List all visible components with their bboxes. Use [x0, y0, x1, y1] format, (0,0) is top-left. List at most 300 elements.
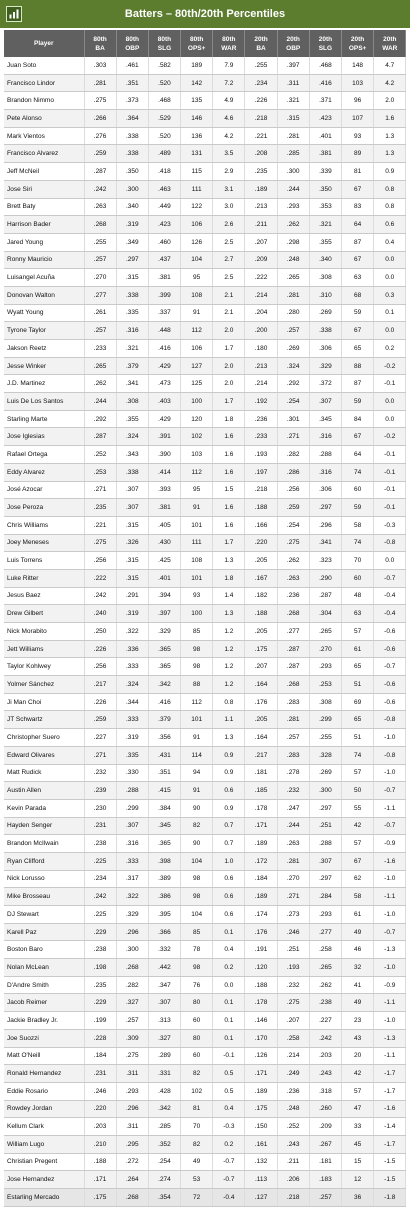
column-header-line2: OBP: [125, 44, 140, 52]
stat-cell: .397: [148, 605, 180, 623]
stat-cell: .345: [148, 817, 180, 835]
stat-cell: .127: [245, 1189, 277, 1207]
stat-cell: -0.6: [374, 693, 406, 711]
stat-cell: .338: [116, 127, 148, 145]
stat-cell: .381: [148, 499, 180, 517]
stat-cell: .185: [245, 782, 277, 800]
player-name-cell: Boston Baro: [4, 941, 84, 959]
table-row: [4, 1135, 406, 1153]
stat-cell: 1.2: [213, 640, 245, 658]
player-name-cell: Luis De Los Santos: [4, 393, 84, 411]
table-row: [4, 180, 406, 198]
stat-cell: .329: [148, 623, 180, 641]
stat-cell: 70: [181, 1118, 213, 1136]
stat-cell: .243: [277, 1135, 309, 1153]
column-header-line1: 20th: [286, 35, 300, 43]
stat-cell: 1.3: [213, 729, 245, 747]
stat-cell: .319: [116, 216, 148, 234]
table-row: [4, 1100, 406, 1118]
stat-cell: 91: [181, 304, 213, 322]
stat-cell: .210: [84, 1135, 116, 1153]
stat-cell: .399: [148, 286, 180, 304]
stat-cell: 106: [181, 340, 213, 358]
stat-cell: .416: [148, 340, 180, 358]
stat-cell: 0.5: [213, 1065, 245, 1083]
table-row: [4, 870, 406, 888]
stat-cell: .365: [148, 640, 180, 658]
stat-cell: 50: [342, 782, 374, 800]
stat-cell: .270: [277, 870, 309, 888]
stat-cell: 84: [342, 410, 374, 428]
stat-cell: .296: [116, 1100, 148, 1118]
stat-cell: 1.5: [213, 481, 245, 499]
stat-cell: .193: [245, 446, 277, 464]
stat-cell: 1.6: [213, 428, 245, 446]
table-row: [4, 888, 406, 906]
stat-cell: .333: [116, 658, 148, 676]
stat-cell: .209: [309, 1118, 341, 1136]
stat-cell: 60: [342, 569, 374, 587]
stat-cell: .228: [84, 1029, 116, 1047]
stat-cell: .529: [148, 110, 180, 128]
stat-cell: 0.1: [213, 923, 245, 941]
table-row: [4, 676, 406, 694]
stat-cell: -1.6: [374, 1100, 406, 1118]
stat-cell: .323: [309, 552, 341, 570]
stat-cell: .316: [309, 463, 341, 481]
stat-cell: 0.4: [213, 941, 245, 959]
stat-cell: 108: [181, 286, 213, 304]
player-name-cell: Matt Rudick: [4, 764, 84, 782]
stat-cell: 87: [342, 375, 374, 393]
stat-cell: .259: [84, 145, 116, 163]
stat-cell: 67: [342, 428, 374, 446]
player-name-cell: Jesse Winker: [4, 357, 84, 375]
stat-cell: 0.4: [213, 1100, 245, 1118]
stat-cell: .297: [309, 499, 341, 517]
stat-cell: 78: [181, 941, 213, 959]
stat-cell: .461: [116, 57, 148, 74]
stat-cell: .161: [245, 1135, 277, 1153]
stat-cell: .303: [84, 57, 116, 74]
table-row: [4, 110, 406, 128]
stat-cell: -0.7: [374, 782, 406, 800]
stat-cell: .353: [309, 198, 341, 216]
stat-cell: .355: [116, 410, 148, 428]
stat-cell: .301: [277, 410, 309, 428]
stat-cell: .355: [309, 233, 341, 251]
player-name-cell: Jose Hernandez: [4, 1171, 84, 1189]
stat-cell: .287: [84, 163, 116, 181]
stat-cell: .146: [245, 1012, 277, 1030]
stat-cell: .339: [309, 163, 341, 181]
stat-cell: 91: [181, 729, 213, 747]
stat-cell: .222: [245, 269, 277, 287]
stat-cell: .175: [245, 640, 277, 658]
stat-cell: .183: [309, 1171, 341, 1189]
stat-cell: .217: [245, 746, 277, 764]
player-name-cell: Jose Iglesias: [4, 428, 84, 446]
stat-cell: .274: [148, 1171, 180, 1189]
stat-cell: 57: [342, 623, 374, 641]
stat-cell: .248: [277, 251, 309, 269]
stat-cell: 3.0: [213, 198, 245, 216]
table-header: [4, 30, 406, 57]
stat-cell: .397: [277, 57, 309, 74]
player-name-cell: Christian Pregent: [4, 1153, 84, 1171]
stat-cell: .172: [245, 852, 277, 870]
stat-cell: -1.0: [374, 870, 406, 888]
stat-cell: .324: [116, 428, 148, 446]
stat-cell: .300: [116, 180, 148, 198]
table-row: [4, 799, 406, 817]
stat-cell: .254: [277, 516, 309, 534]
stat-cell: .381: [309, 145, 341, 163]
stat-cell: 85: [181, 923, 213, 941]
stat-cell: 1.3: [374, 145, 406, 163]
stat-cell: .248: [277, 1100, 309, 1118]
stat-cell: .275: [277, 994, 309, 1012]
stat-cell: 0.2: [213, 1135, 245, 1153]
table-row: [4, 145, 406, 163]
stat-cell: 0.1: [213, 994, 245, 1012]
stat-cell: .178: [245, 799, 277, 817]
stat-cell: .282: [116, 976, 148, 994]
table-row: [4, 375, 406, 393]
stat-cell: 57: [342, 835, 374, 853]
stat-cell: 0.2: [374, 340, 406, 358]
stat-cell: 74: [342, 463, 374, 481]
stat-cell: 120: [181, 410, 213, 428]
stat-cell: 112: [181, 463, 213, 481]
table-row: [4, 74, 406, 92]
stat-cell: 0.0: [374, 552, 406, 570]
stat-cell: -0.4: [374, 605, 406, 623]
player-name-cell: Nolan McLean: [4, 959, 84, 977]
stat-cell: .271: [84, 746, 116, 764]
stat-cell: .220: [84, 1100, 116, 1118]
stat-cell: .311: [116, 1065, 148, 1083]
stat-cell: .246: [277, 923, 309, 941]
column-header[interactable]: [245, 30, 277, 57]
player-name-cell: Harrison Bader: [4, 216, 84, 234]
stat-cell: .269: [309, 764, 341, 782]
stat-cell: .309: [116, 1029, 148, 1047]
stat-cell: .582: [148, 57, 180, 74]
stat-cell: 96: [342, 92, 374, 110]
table-row: [4, 92, 406, 110]
player-name-cell: Wyatt Young: [4, 304, 84, 322]
stat-cell: .321: [277, 92, 309, 110]
stat-cell: 60: [181, 1047, 213, 1065]
stat-cell: .226: [245, 92, 277, 110]
stat-cell: 0.0: [213, 976, 245, 994]
stat-cell: .423: [148, 216, 180, 234]
table-row: [4, 569, 406, 587]
stat-cell: 88: [181, 676, 213, 694]
stat-cell: 91: [181, 499, 213, 517]
stat-cell: .281: [277, 711, 309, 729]
column-header[interactable]: [116, 30, 148, 57]
stat-cell: 135: [181, 92, 213, 110]
stat-cell: .296: [309, 516, 341, 534]
player-name-cell: Taylor Kohlwey: [4, 658, 84, 676]
column-header-player[interactable]: [4, 30, 84, 57]
table-row: [4, 57, 406, 74]
stat-cell: 4.2: [374, 74, 406, 92]
stat-cell: -1.7: [374, 1082, 406, 1100]
stat-cell: -0.1: [374, 375, 406, 393]
stat-cell: 68: [342, 286, 374, 304]
stat-cell: 67: [342, 251, 374, 269]
stat-cell: .430: [148, 534, 180, 552]
stat-cell: .213: [245, 357, 277, 375]
stat-cell: .252: [84, 446, 116, 464]
stat-cell: .206: [277, 1171, 309, 1189]
stat-cell: .269: [277, 340, 309, 358]
player-name-cell: Luisangel Acuña: [4, 269, 84, 287]
column-header[interactable]: [309, 30, 341, 57]
stat-cell: -0.1: [374, 499, 406, 517]
stat-cell: .307: [116, 499, 148, 517]
stat-cell: .244: [277, 817, 309, 835]
stat-cell: .227: [84, 729, 116, 747]
stat-cell: 103: [342, 74, 374, 92]
stat-cell: .329: [309, 357, 341, 375]
stat-cell: .405: [148, 516, 180, 534]
stat-cell: .338: [116, 286, 148, 304]
stat-cell: 53: [181, 1171, 213, 1189]
stat-cell: 2.1: [213, 286, 245, 304]
stat-cell: .229: [84, 994, 116, 1012]
stat-cell: .174: [245, 906, 277, 924]
stat-cell: .242: [84, 888, 116, 906]
stat-cell: .284: [309, 888, 341, 906]
stat-cell: .304: [309, 605, 341, 623]
stat-cell: .277: [309, 923, 341, 941]
column-header[interactable]: [148, 30, 180, 57]
player-name-cell: Hayden Senger: [4, 817, 84, 835]
stat-cell: .211: [277, 1153, 309, 1171]
stat-cell: .318: [309, 1082, 341, 1100]
stat-cell: .327: [148, 1029, 180, 1047]
stat-cell: .257: [84, 251, 116, 269]
column-header[interactable]: [181, 30, 213, 57]
stat-cell: .255: [84, 233, 116, 251]
player-name-cell: Jose Siri: [4, 180, 84, 198]
player-name-cell: José Azocar: [4, 481, 84, 499]
stat-cell: 90: [181, 835, 213, 853]
stat-cell: .238: [309, 994, 341, 1012]
table-row: [4, 499, 406, 517]
stat-cell: .336: [116, 640, 148, 658]
stat-cell: 0.6: [213, 782, 245, 800]
stat-cell: 0.8: [213, 693, 245, 711]
stat-cell: 98: [181, 870, 213, 888]
stat-cell: .259: [84, 711, 116, 729]
stat-cell: 57: [342, 1082, 374, 1100]
stat-cell: .181: [309, 1153, 341, 1171]
stat-cell: .429: [148, 357, 180, 375]
stat-cell: 2.5: [213, 269, 245, 287]
stat-cell: .257: [309, 1189, 341, 1207]
stat-cell: 67: [342, 322, 374, 340]
table-row: [4, 534, 406, 552]
stat-cell: -0.1: [374, 446, 406, 464]
stat-cell: 63: [342, 269, 374, 287]
stat-cell: .166: [245, 516, 277, 534]
table-row: [4, 1118, 406, 1136]
table-row: [4, 1082, 406, 1100]
stat-cell: 61: [342, 906, 374, 924]
stat-cell: .391: [148, 428, 180, 446]
stat-cell: -1.0: [374, 729, 406, 747]
stat-cell: .296: [116, 923, 148, 941]
stat-cell: .218: [245, 481, 277, 499]
stat-cell: .256: [84, 658, 116, 676]
stat-cell: .306: [309, 340, 341, 358]
stat-cell: 4.7: [374, 57, 406, 74]
stat-cell: 0.6: [213, 870, 245, 888]
column-header-line1: Player: [33, 40, 54, 47]
stat-cell: 0.1: [213, 1029, 245, 1047]
player-name-cell: Luke Ritter: [4, 569, 84, 587]
player-name-cell: William Lugo: [4, 1135, 84, 1153]
stat-cell: .207: [277, 1012, 309, 1030]
stat-cell: 0.3: [374, 286, 406, 304]
stat-cell: 82: [181, 1065, 213, 1083]
stat-cell: .270: [309, 640, 341, 658]
stat-cell: .278: [277, 764, 309, 782]
stat-cell: .316: [116, 835, 148, 853]
stat-cell: 98: [181, 888, 213, 906]
stat-cell: .180: [245, 340, 277, 358]
stat-cell: .217: [84, 676, 116, 694]
stat-cell: .275: [116, 1047, 148, 1065]
column-header[interactable]: [213, 30, 245, 57]
stat-cell: .175: [245, 1100, 277, 1118]
column-header[interactable]: [84, 30, 116, 57]
stat-cell: .221: [84, 516, 116, 534]
stat-cell: .265: [309, 959, 341, 977]
column-header-line1: 80th: [157, 35, 172, 43]
stat-cell: .390: [148, 446, 180, 464]
stat-cell: .276: [84, 127, 116, 145]
stat-cell: -0.7: [213, 1153, 245, 1171]
player-name-cell: Jett Williams: [4, 640, 84, 658]
stat-cell: -0.8: [374, 746, 406, 764]
stat-cell: .263: [84, 198, 116, 216]
stat-cell: .277: [84, 286, 116, 304]
stat-cell: .288: [309, 835, 341, 853]
stat-cell: .175: [84, 1189, 116, 1207]
column-header-line1: 80th: [93, 35, 107, 43]
stats-table: [4, 30, 406, 1207]
stat-cell: 49: [342, 923, 374, 941]
stat-cell: 131: [181, 145, 213, 163]
player-name-cell: Pete Alonso: [4, 110, 84, 128]
stat-cell: 0.0: [374, 322, 406, 340]
stat-cell: .291: [116, 587, 148, 605]
player-name-cell: Jackie Bradley Jr.: [4, 1012, 84, 1030]
stat-cell: 3.5: [213, 145, 245, 163]
player-name-cell: Kellum Clark: [4, 1118, 84, 1136]
column-header-line1: 20th: [350, 35, 365, 43]
stat-cell: .263: [277, 835, 309, 853]
stat-cell: 4.2: [213, 127, 245, 145]
stat-cell: .281: [277, 852, 309, 870]
table-row: [4, 269, 406, 287]
stat-cell: .287: [84, 428, 116, 446]
stat-cell: .200: [245, 322, 277, 340]
stat-cell: .307: [116, 817, 148, 835]
stat-cell: 0.7: [213, 835, 245, 853]
player-name-cell: D'Andre Smith: [4, 976, 84, 994]
stat-cell: .328: [309, 746, 341, 764]
stat-cell: .226: [84, 693, 116, 711]
stat-cell: .344: [116, 693, 148, 711]
stat-cell: .181: [245, 764, 277, 782]
stat-cell: .238: [84, 835, 116, 853]
stat-cell: .265: [277, 269, 309, 287]
stat-cell: .234: [245, 74, 277, 92]
chart-logo-icon: [6, 6, 22, 22]
column-header-line1: 20th: [383, 35, 397, 43]
player-name-cell: Karell Paz: [4, 923, 84, 941]
table-row: [4, 1171, 406, 1189]
column-header-line1: 20th: [254, 35, 268, 43]
stat-cell: -1.0: [374, 1012, 406, 1030]
stat-cell: 82: [181, 1135, 213, 1153]
column-header[interactable]: [374, 30, 406, 57]
column-header-line2: WAR: [382, 44, 398, 52]
stat-cell: -0.3: [374, 516, 406, 534]
stat-cell: 108: [181, 552, 213, 570]
column-header[interactable]: [342, 30, 374, 57]
stat-cell: .188: [245, 605, 277, 623]
stat-cell: .189: [245, 888, 277, 906]
table-row: [4, 304, 406, 322]
stat-cell: 12: [342, 1171, 374, 1189]
stat-cell: 32: [342, 959, 374, 977]
stat-cell: .285: [148, 1118, 180, 1136]
stat-cell: 2.6: [213, 216, 245, 234]
table-row: [4, 906, 406, 924]
stat-cell: .347: [148, 976, 180, 994]
stat-cell: .275: [84, 534, 116, 552]
stat-cell: .307: [309, 393, 341, 411]
stat-cell: .255: [245, 57, 277, 74]
stat-cell: 0.7: [213, 817, 245, 835]
player-name-cell: Brandon McIlwain: [4, 835, 84, 853]
stat-cell: -0.6: [374, 676, 406, 694]
stat-cell: -0.7: [213, 1171, 245, 1189]
stat-cell: -0.1: [374, 481, 406, 499]
column-header[interactable]: [277, 30, 309, 57]
stat-cell: .306: [309, 481, 341, 499]
stat-cell: 91: [181, 782, 213, 800]
stat-cell: .232: [84, 764, 116, 782]
stat-cell: .315: [116, 569, 148, 587]
stat-cell: 103: [181, 446, 213, 464]
stat-cell: .287: [277, 640, 309, 658]
table-row: [4, 552, 406, 570]
stat-cell: 93: [342, 127, 374, 145]
stat-cell: .468: [148, 92, 180, 110]
stat-cell: .209: [245, 251, 277, 269]
stat-cell: .242: [84, 180, 116, 198]
stat-cell: 74: [342, 534, 374, 552]
